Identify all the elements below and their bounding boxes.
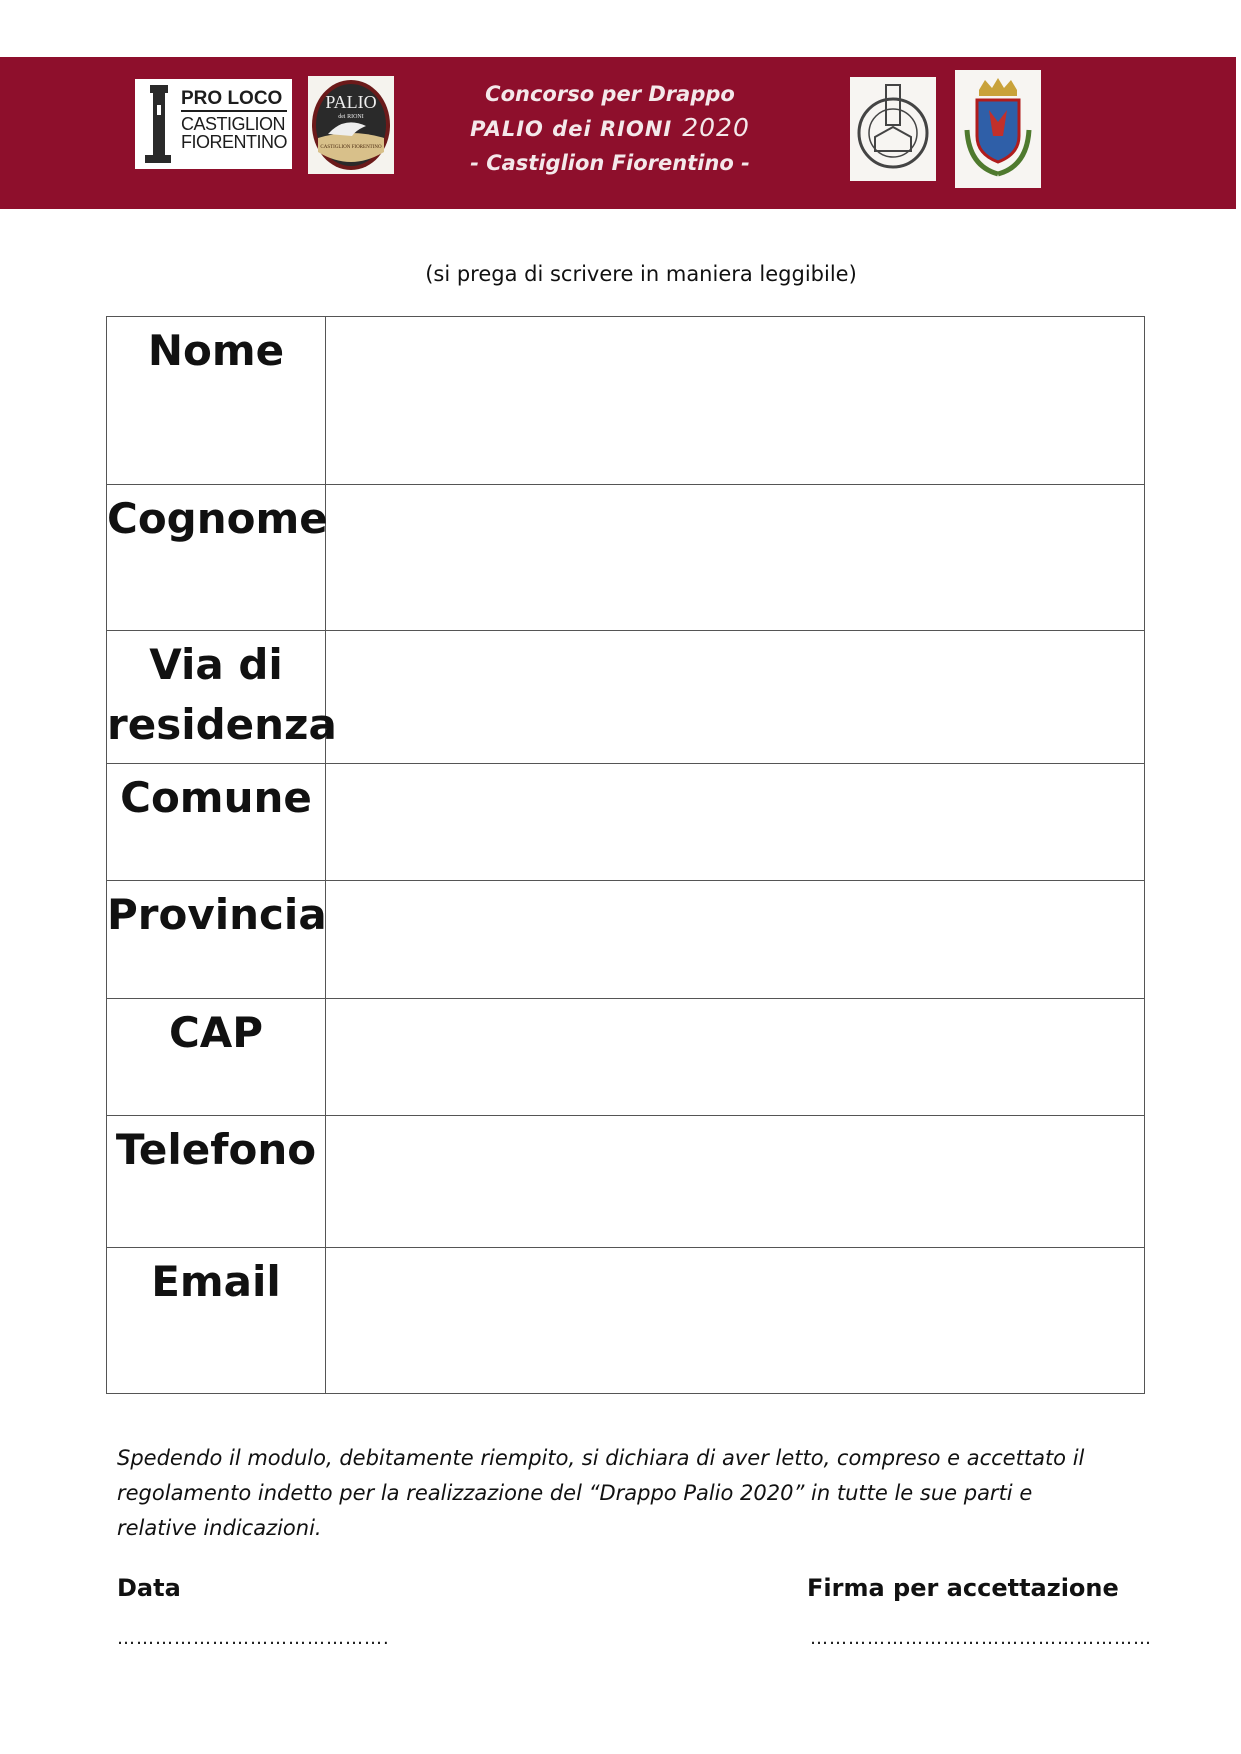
form-row-cap bbox=[107, 999, 1145, 1116]
palio-emblem-icon bbox=[308, 76, 394, 174]
banner-title-line3: - Castiglion Fiorentino - bbox=[470, 151, 750, 175]
banner-title-line2 bbox=[440, 111, 780, 146]
banner-title-line1: Concorso per Drappo bbox=[485, 82, 735, 106]
field-label-cap: CAP bbox=[107, 999, 326, 1116]
date-label: Data bbox=[117, 1574, 181, 1602]
form-row-telefono bbox=[107, 1116, 1145, 1248]
registration-form bbox=[106, 316, 1145, 1394]
pro-loco-line3: FIORENTINO bbox=[181, 132, 287, 152]
form-row-provincia bbox=[107, 881, 1145, 999]
school-seal-icon bbox=[850, 77, 936, 181]
form-row-email bbox=[107, 1248, 1145, 1394]
field-input-telefono[interactable] bbox=[326, 1116, 1145, 1248]
pro-loco-logo bbox=[135, 79, 292, 169]
banner-title-palio: PALIO dei RIONI bbox=[470, 117, 673, 141]
coat-of-arms-icon bbox=[955, 70, 1041, 188]
field-input-comune[interactable] bbox=[326, 764, 1145, 881]
field-input-via-di-residenza[interactable] bbox=[326, 631, 1145, 764]
tower-icon bbox=[145, 85, 171, 165]
field-label-email: Email bbox=[107, 1248, 326, 1394]
palio-word: PALIO bbox=[325, 92, 377, 112]
palio-town: CASTIGLION FIORENTINO bbox=[320, 145, 382, 150]
field-input-cap[interactable] bbox=[326, 999, 1145, 1116]
field-input-provincia[interactable] bbox=[326, 881, 1145, 999]
field-label-residenza: residenza bbox=[107, 700, 337, 749]
form-row-cognome bbox=[107, 485, 1145, 631]
signature-line[interactable]: ……………………………………………… bbox=[810, 1628, 1152, 1649]
field-label-cognome: Cognome bbox=[107, 485, 326, 631]
palio-sub: dei RIONI bbox=[338, 114, 364, 120]
field-input-email[interactable] bbox=[326, 1248, 1145, 1394]
form-row-comune bbox=[107, 764, 1145, 881]
date-line[interactable]: ……………………………………. bbox=[117, 1628, 390, 1649]
pro-loco-text bbox=[181, 89, 287, 151]
field-input-cognome[interactable] bbox=[326, 485, 1145, 631]
city-coat-of-arms-logo bbox=[955, 70, 1041, 188]
pro-loco-line1: PRO LOCO bbox=[181, 89, 287, 112]
palio-dei-rioni-logo bbox=[308, 76, 394, 174]
banner-title bbox=[440, 77, 780, 180]
form-row-via-di-residenza bbox=[107, 631, 1145, 764]
field-input-nome[interactable] bbox=[326, 317, 1145, 485]
school-seal-logo bbox=[850, 77, 936, 181]
header-banner bbox=[0, 57, 1236, 209]
field-label-via-di: Via di bbox=[149, 640, 283, 689]
pro-loco-line2: CASTIGLION bbox=[181, 114, 286, 134]
instruction-note: (si prega di scrivere in maniera leggibile) bbox=[425, 262, 857, 286]
declaration-text: Spedendo il modulo, debitamente riempito, si dichiara di aver letto, compreso e accettato il regolamento indetto per la realizzazione del “Drappo Palio 2020” in tutte le sue parti e relative indicazioni. bbox=[117, 1446, 1085, 1540]
field-label-provincia: Provincia bbox=[107, 881, 326, 999]
field-label-via-di-residenza bbox=[107, 631, 337, 764]
field-label-nome: Nome bbox=[107, 317, 326, 485]
form-row-nome bbox=[107, 317, 1145, 485]
field-label-telefono: Telefono bbox=[107, 1116, 326, 1248]
field-label-comune: Comune bbox=[107, 764, 326, 881]
banner-title-year: 2020 bbox=[682, 113, 750, 142]
signature-label: Firma per accettazione bbox=[807, 1574, 1119, 1602]
